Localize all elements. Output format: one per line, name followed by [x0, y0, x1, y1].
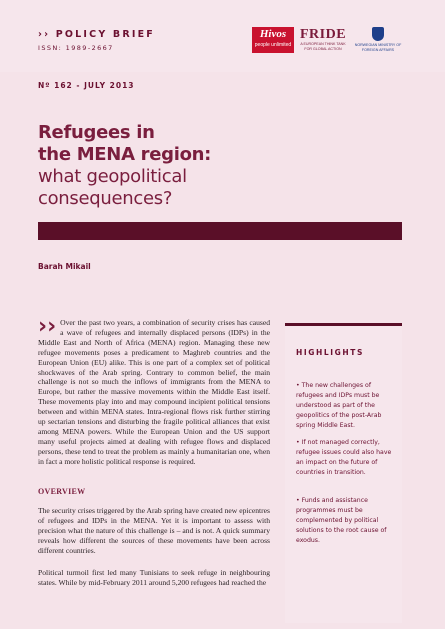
- abstract-text: Over the past two years, a combination of security crises has caused a wave of refugees and internally displaced persons (IDPs) in the Middle East and North of Africa (MENA) region. Managing these new refugee movements poses a predicament to Maghreb countries and the European Union (EU) alike. This is one part of a complex set of political shockwaves of the Arab spring. Contrary to common belief, the main challenge is not so much the inflows of immigrants from the MENA to Europe, but rather the massive movements within the Middle East itself. These movements play into and may compound incipient political tensions between and within MENA states. Intra-regional flows risk further stirring up sectarian tensions and disturbing the fragile political alliances that exist among MENA powers. While the European Union and the US support many useful projects aimed at dealing with refugee flows and displaced persons, these tend to treat the problem as mainly a humanitarian one, when in fact a more holistic political response is required.: [38, 318, 270, 466]
- fride-logo-tagline: A EUROPEAN THINK TANK FOR GLOBAL ACTION: [300, 42, 346, 51]
- hivos-logo-name: Hivos: [259, 28, 287, 40]
- highlight-item: • The new challenges of refugees and IDPs must be understood as part of the geopolitics of the post-Arab spring Middle East.: [296, 382, 382, 430]
- title-line-4: consequences?: [38, 188, 173, 209]
- issue-number: Nº 162 - JULY 2013: [38, 81, 135, 90]
- ministry-logo-text: NORWEGIAN MINISTRY OF FOREIGN AFFAIRS: [354, 43, 402, 52]
- highlights-box: [285, 323, 402, 623]
- abstract-paragraph: [38, 314, 270, 467]
- ministry-emblem-icon: [372, 27, 384, 41]
- policy-brief-label: ›› POLICY BRIEF: [38, 29, 155, 40]
- title-divider-bar: [38, 222, 402, 240]
- overview-paragraph-1: The security crises triggered by the Arab spring have created new epicentres of refugees and IDPs in the MENA. Yet it is important to assess with precision what the nature of this challenge is – and is not. A quick summary reveals how different the sources of these movements have been across different countries.: [38, 506, 270, 555]
- highlights-heading: HIGHLIGHTS: [296, 348, 365, 357]
- title-line-2: the MENA region:: [38, 144, 212, 165]
- title-line-3: what geopolitical: [38, 166, 187, 187]
- author-name: Barah Mikail: [38, 262, 91, 271]
- fride-logo-name: FRIDE: [299, 27, 347, 42]
- hivos-logo-tagline: people unlimited: [254, 42, 292, 48]
- overview-paragraph-2: Political turmoil first led many Tunisians to seek refuge in neighbouring states. While by mid-February 2011 around 5,200 refugees had reached the: [38, 568, 270, 587]
- fride-logo: [297, 27, 349, 57]
- document-title: [38, 122, 378, 210]
- highlight-item: • Funds and assistance programmes must be complemented by political solutions to the root cause of exodus.: [296, 497, 387, 545]
- hivos-logo: [252, 27, 294, 53]
- issn-label: ISSN: 1989-2667: [38, 44, 114, 52]
- quote-chevron-icon: ››: [38, 314, 57, 339]
- overview-heading: OVERVIEW: [38, 487, 86, 496]
- highlight-item: • If not managed correctly, refugee issues could also have an impact on the future of countries in transition.: [296, 439, 392, 477]
- ministry-logo: [354, 27, 402, 63]
- title-line-1: Refugees in: [38, 122, 155, 143]
